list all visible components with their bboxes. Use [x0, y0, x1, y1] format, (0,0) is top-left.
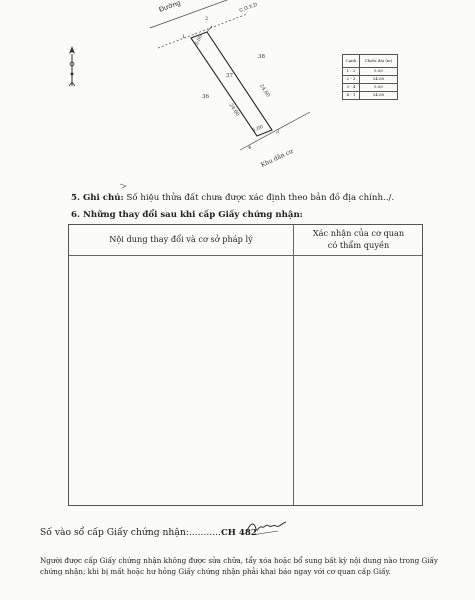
note-line — [71, 193, 394, 203]
length-cell: 24.60 — [359, 76, 397, 84]
vertex-3: 3 — [276, 129, 280, 135]
edge-cell: 1 - 2 — [343, 68, 360, 76]
edge-table-header-length: Chiều dài (m) — [359, 55, 397, 68]
parcel-number-west: 36 — [202, 94, 209, 100]
note-heading: 5. Ghi chú: — [71, 193, 124, 203]
table-row — [343, 84, 398, 92]
registry-dots: ........... — [188, 527, 221, 538]
registry-label: Số vào sổ cấp Giấy chứng nhận: — [40, 527, 189, 538]
registry-number: CH 482 — [220, 528, 257, 538]
edge-length-left: 24.60 — [227, 102, 241, 118]
parcel-diagram — [0, 0, 475, 190]
confirm-header-line1: Xác nhận của cơ quan — [312, 228, 405, 238]
edge-length-top: 5.00 — [193, 33, 205, 47]
length-cell: 5.00 — [359, 84, 397, 92]
registry-line — [40, 527, 257, 538]
note-text: Số hiệu thửa đất chưa được xác định theo bản đồ địa chính../. — [123, 193, 395, 203]
vertex-1: 1 — [182, 34, 186, 40]
length-cell: 5.00 — [359, 68, 397, 76]
table-row — [343, 68, 398, 76]
edge-cell: 3 - 4 — [343, 84, 360, 92]
changes-heading: 6. Những thay đổi sau khi cấp Giấy chứng nhận: — [71, 210, 303, 220]
parcel-number-east: 38 — [258, 54, 265, 60]
edge-length-right: 24.60 — [258, 83, 271, 99]
signature-icon — [244, 519, 288, 539]
edge-cell: 4 - 1 — [343, 92, 360, 100]
table-row — [343, 76, 398, 84]
street-label: Đường — [158, 0, 182, 14]
north-arrow-icon — [68, 46, 76, 90]
edge-cell: 2 - 3 — [343, 76, 360, 84]
changes-table — [68, 224, 423, 506]
column-header-content: Nội dung thay đổi và cơ sở pháp lý — [109, 234, 253, 244]
edge-length-bottom: 5.00 — [251, 124, 265, 134]
column-divider — [293, 225, 294, 505]
header-divider — [69, 255, 422, 256]
column-header-confirm — [293, 227, 424, 251]
vertex-2: 2 — [205, 16, 209, 22]
edge-table-header-edge: Cạnh — [343, 55, 360, 68]
length-cell: 24.60 — [359, 92, 397, 100]
area-label: Khu dân cư — [259, 147, 295, 169]
cgxd-label: C.G.X.D — [238, 1, 259, 14]
confirm-header-line2: có thẩm quyền — [327, 240, 390, 250]
parcel-number-main: 37 — [226, 73, 233, 79]
vertex-4: 4 — [248, 145, 252, 151]
footer-notice: Người được cấp Giấy chứng nhận không được sửa chữa, tẩy xóa hoặc bổ sung bất kỳ nội dung nào trong Giấy chứng nhận; khi bị mất hoặc hư hỏng Giấy chứng nhận phải khai báo ngay với cơ quan cấp Giấy. — [40, 556, 438, 576]
table-row — [343, 92, 398, 100]
edge-length-table — [342, 54, 398, 100]
